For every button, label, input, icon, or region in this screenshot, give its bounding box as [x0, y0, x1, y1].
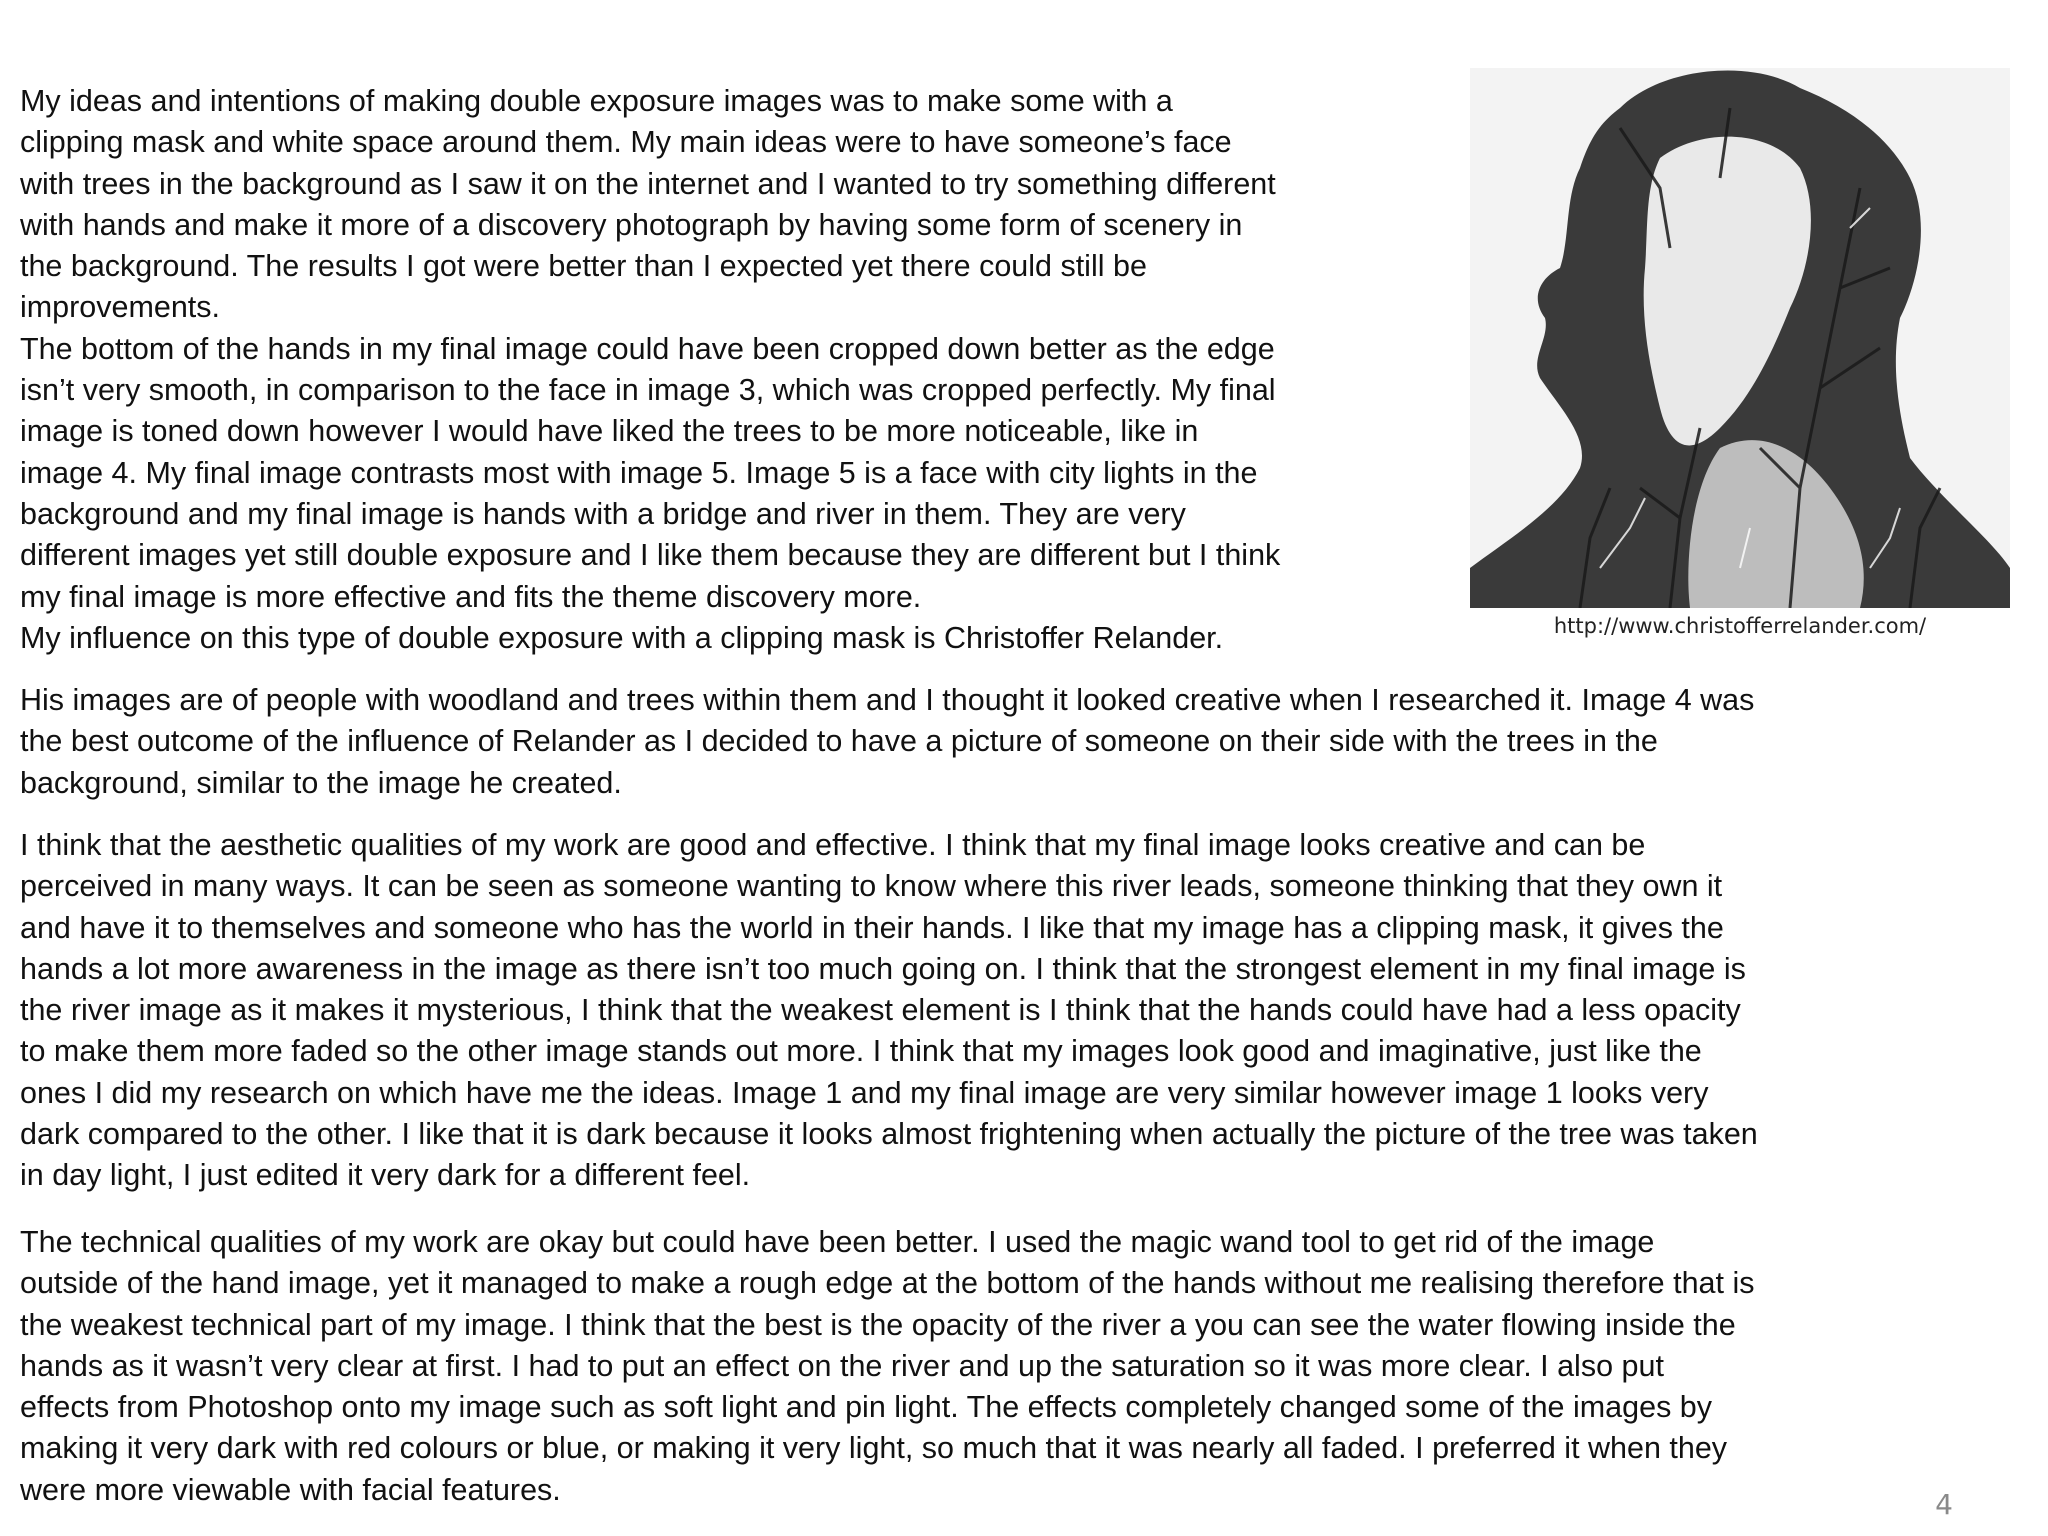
page-number: 4 — [1935, 1488, 1953, 1521]
image-source-caption: http://www.christofferrelander.com/ — [1553, 614, 1927, 638]
paragraph-influence: His images are of people with woodland and trees within them and I thought it looked creative when I researched it. Image 4 was the best outcome of the influence of Relander as I decided to have a picture of someone on their side with the trees in the background, similar to the image he created. — [20, 683, 1755, 800]
paragraph-aesthetic-qualities: I think that the aesthetic qualities of my work are good and effective. I think that my final image looks creative and can be perceived in many ways. It can be seen as someone wanting to know where this river leads, someone thinking that they own it and have it to themselves and someone who has the world in their hands. I like that my image has a clipping mask, it gives the hands a lot more awareness in the image as there isn’t too much going on. I think that the strongest element in my final image is the river image as it makes it mysterious, I think that the weakest element is I think that the hands could have had a less opacity to make them more faded so the other image stands out more. I think that my images look good and imaginative, just like the ones I did my research on which have me the ideas. Image 1 and my final image are very similar however image 1 looks very dark compared to the other. I like that it is dark because it looks almost frightening when actually the picture of the tree was taken in day light, I just edited it very dark for a different feel. — [20, 828, 1758, 1193]
paragraph-technical-qualities: The technical qualities of my work are okay but could have been better. I used the magic wand tool to get rid of the image outside of the hand image, yet it managed to make a rough edge at the bottom of the hands without me realising therefore that is the weakest technical part of my image. I think that the best is the opacity of the river a you can see the water flowing inside the hands as it wasn’t very clear at first. I had to put an effect on the river and up the saturation so it was more clear. I also put effects from Photoshop onto my image such as soft light and pin light. The effects completely changed some of the images by making it very dark with red colours or blue, or making it very light, so much that it was nearly all faded. I preferred it when they were more viewable with facial features. — [20, 1225, 1755, 1507]
paragraph-intentions: My ideas and intentions of making double exposure images was to make some with a clipping mask and white space around them. My main ideas were to have someone’s face with trees in the background as I saw it on the internet and I wanted to try something different with hands and make it more of a discovery photograph by having some form of scenery in the background. The results I got were better than I expected yet there could still be improvements. The bottom of the hands in my final image could have been cropped down better as the edge isn’t very smooth, in comparison to the face in image 3, which was cropped perfectly. My final image is toned down however I would have liked the trees to be more noticeable, like in image 4. My final image contrasts most with image 5. Image 5 is a face with city lights in the background and my final image is hands with a bridge and river in them. They are very different images yet still double exposure and I like them because they are different but I think my final image is more effective and fits the theme discovery more. My influence on this type of double exposure with a clipping mask is Christoffer Relander. — [20, 84, 1281, 655]
double-exposure-photo — [1470, 68, 2010, 608]
